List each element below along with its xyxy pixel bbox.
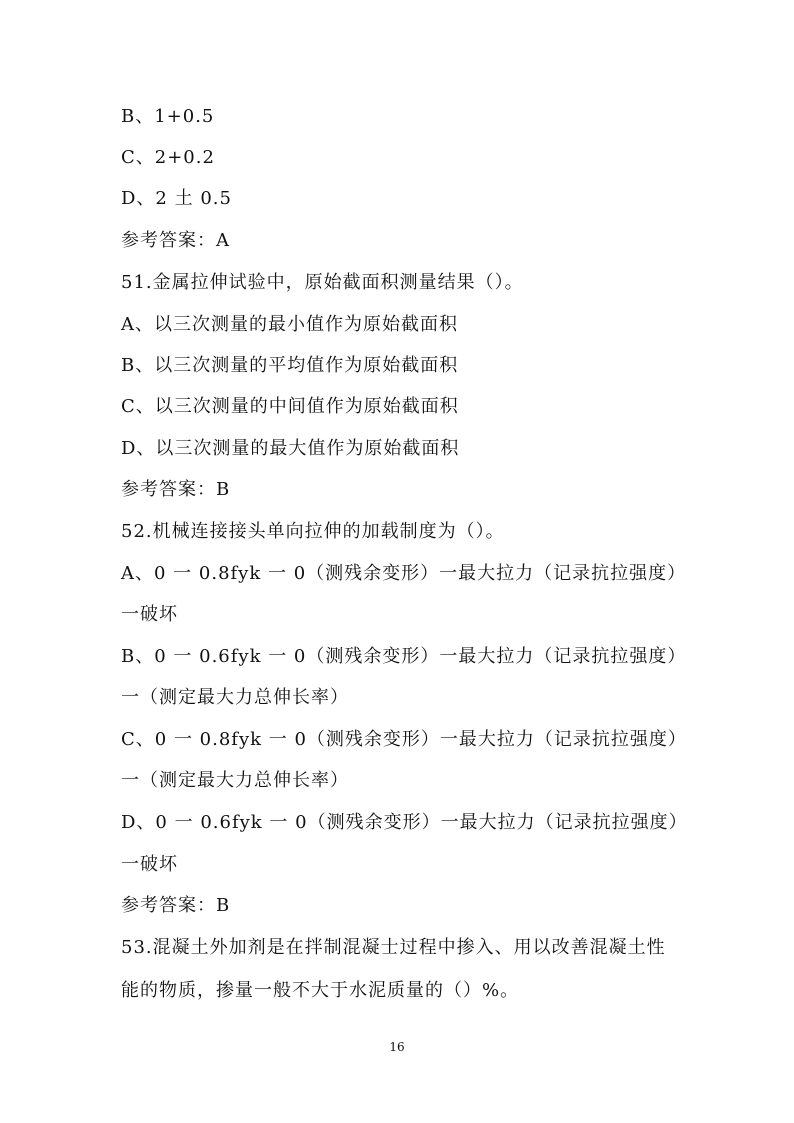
option-d-q50: D、2 土 0.5 xyxy=(121,188,232,209)
answer-q50: 参考答案：A xyxy=(121,230,230,251)
option-c-q51: C、以三次测量的中间值作为原始截面积 xyxy=(121,396,459,417)
option-c-q50: C、2+0.2 xyxy=(121,147,215,168)
option-b-q52: B、0 一 0.6fyk 一 0（测残余变形）一最大拉力（记录抗拉强度） xyxy=(121,646,687,667)
option-c-q52: C、0 一 0.8fyk 一 0（测残余变形）一最大拉力（记录抗拉强度） xyxy=(121,729,687,750)
answer-q52: 参考答案：B xyxy=(121,895,231,916)
option-b-q51: B、以三次测量的平均值作为原始截面积 xyxy=(121,355,459,376)
option-b-q50: B、1+0.5 xyxy=(121,106,215,127)
answer-q51: 参考答案：B xyxy=(121,479,231,500)
question-53-cont: 能的物质，掺量一般不大于水泥质量的（）%。 xyxy=(121,980,520,1001)
question-53: 53.混凝土外加剂是在拌制混凝士过程中掺入、用以改善混凝土性 xyxy=(121,937,666,958)
option-d-q52-cont: 一破坏 xyxy=(121,854,178,875)
option-d-q52: D、0 一 0.6fyk 一 0（测残余变形）一最大拉力（记录抗拉强度） xyxy=(121,812,688,833)
option-a-q52-cont: 一破坏 xyxy=(121,604,178,625)
page-number: 16 xyxy=(389,1040,405,1054)
option-c-q52-cont: 一（测定最大力总伸长率） xyxy=(121,770,349,791)
question-52: 52.机械连接接头单向拉伸的加载制度为（）。 xyxy=(121,521,505,542)
option-b-q52-cont: 一（测定最大力总伸长率） xyxy=(121,687,349,708)
option-d-q51: D、以三次测量的最大值作为原始截面积 xyxy=(121,438,460,459)
question-51: 51.金属拉伸试验中，原始截面积测量结果（）。 xyxy=(121,272,524,293)
option-a-q52: A、0 一 0.8fyk 一 0（测残余变形）一最大拉力（记录抗拉强度） xyxy=(121,563,687,584)
option-a-q51: A、以三次测量的最小值作为原始截面积 xyxy=(121,314,458,335)
